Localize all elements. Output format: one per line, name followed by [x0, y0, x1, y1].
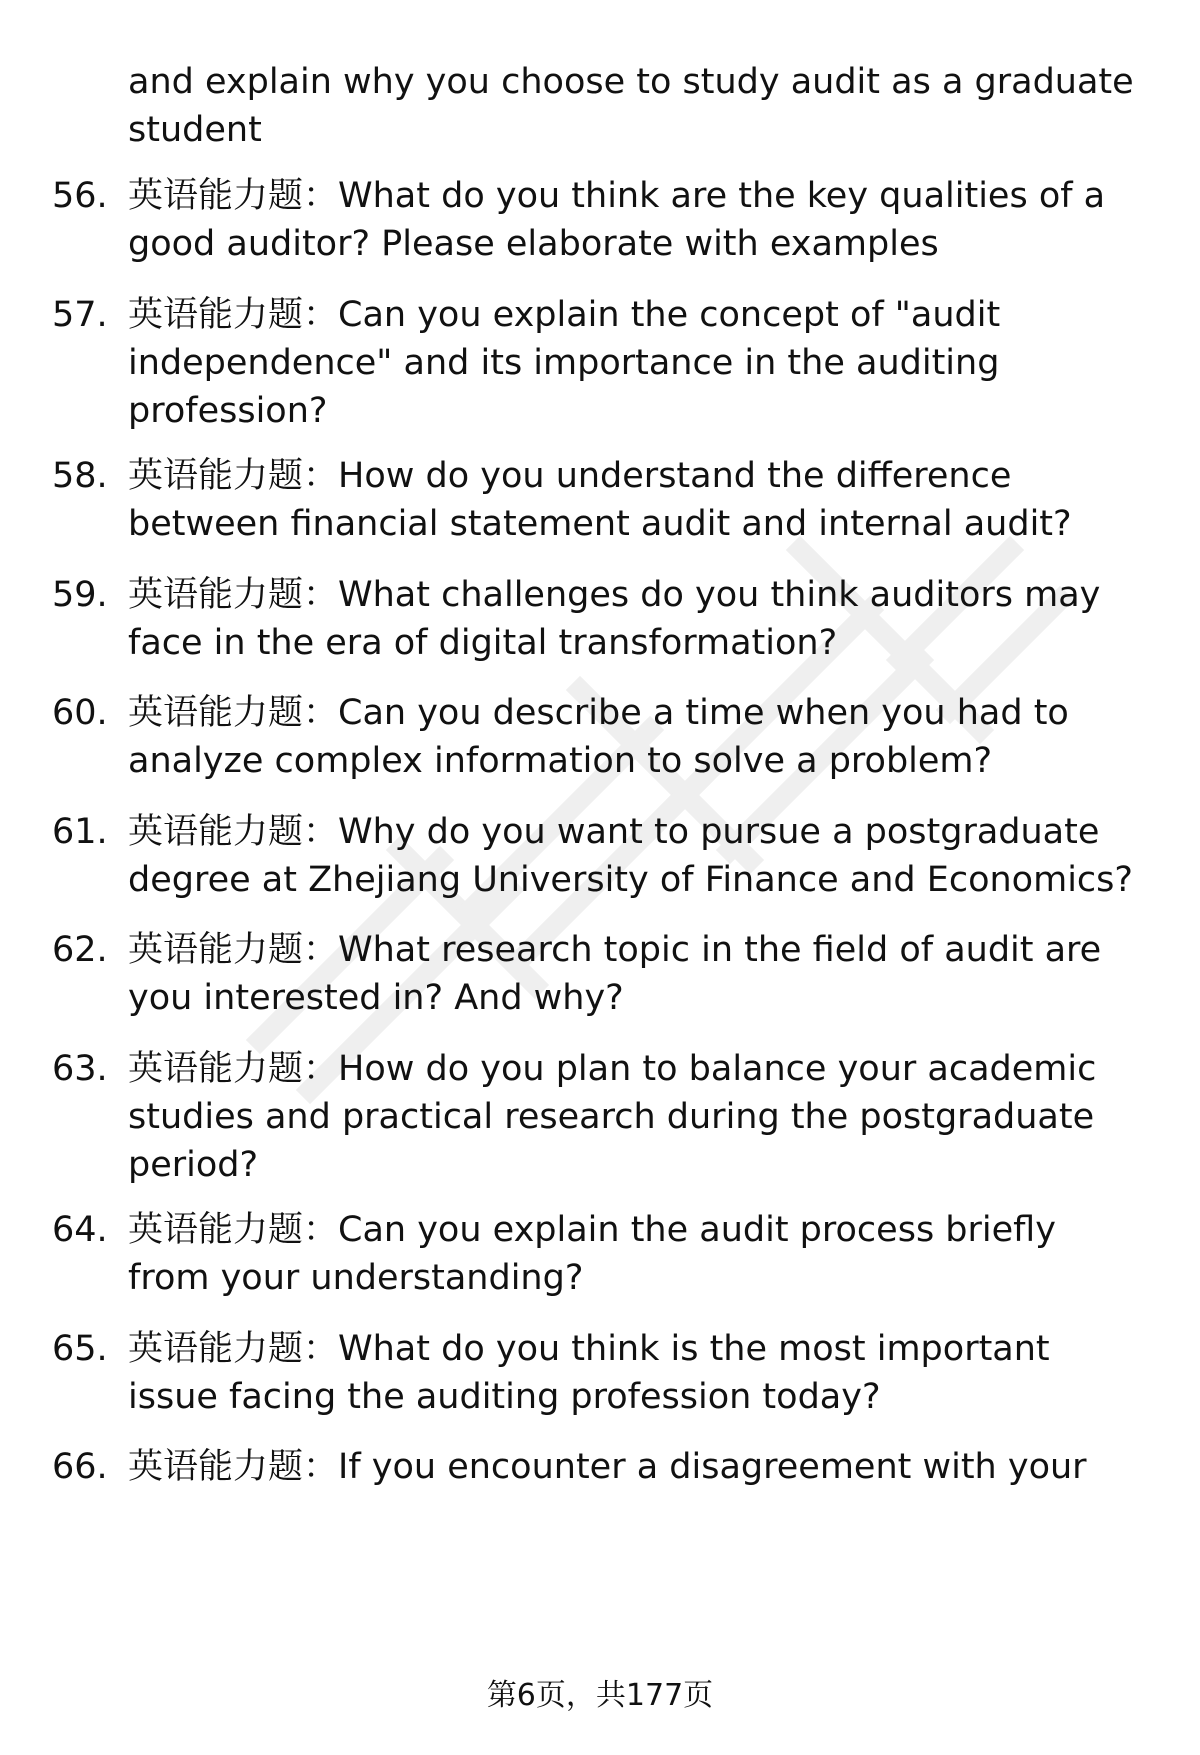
item-text: If you encounter a disagreement with your	[338, 1447, 1087, 1487]
item-label: 英语能力题：	[128, 176, 339, 216]
item-label: 英语能力题：	[128, 693, 339, 733]
item-label: 英语能力题：	[128, 1329, 339, 1369]
item-body	[128, 689, 1148, 785]
item-label: 英语能力题：	[128, 575, 339, 615]
item-number: 57.	[52, 295, 108, 335]
item-text: What do you think is the most important issue facing the auditing profession today?	[128, 1329, 1050, 1417]
item-text: Can you explain the concept of "audit independence" and its importance in the auditing profession?	[128, 295, 1001, 431]
item-text: What research topic in the field of audit are you interested in? And why?	[128, 930, 1102, 1018]
item-label: 英语能力题：	[128, 1049, 339, 1089]
item-number: 58.	[52, 456, 108, 496]
item-label: 英语能力题：	[128, 930, 339, 970]
item-body	[128, 1206, 1148, 1302]
item-text: How do you understand the difference between financial statement audit and internal audit?	[128, 456, 1072, 544]
item-number: 59.	[52, 575, 108, 615]
item-text: Can you describe a time when you had to analyze complex information to solve a problem?	[128, 693, 1069, 781]
item-body	[128, 452, 1148, 548]
item-text: How do you plan to balance your academic studies and practical research during the postgraduate period?	[128, 1049, 1097, 1185]
item-number: 63.	[52, 1049, 108, 1089]
item-text: What challenges do you think auditors may face in the era of digital transformation?	[128, 575, 1101, 663]
item-number: 64.	[52, 1210, 108, 1250]
page-footer: 第6页，共177页	[486, 1678, 714, 1713]
item-body	[128, 571, 1148, 667]
item-number: 56.	[52, 176, 108, 216]
item-label: 英语能力题：	[128, 812, 339, 852]
item-number: 62.	[52, 930, 108, 970]
previous-item-continuation: and explain why you choose to study audit as a graduate student	[128, 62, 1134, 150]
item-label: 英语能力题：	[128, 1447, 339, 1487]
item-text: Can you explain the audit process briefly from your understanding?	[128, 1210, 1056, 1298]
item-number: 61.	[52, 812, 108, 852]
item-body	[128, 172, 1148, 268]
item-number: 65.	[52, 1329, 108, 1369]
item-text: What do you think are the key qualities of a good auditor? Please elaborate with examples	[128, 176, 1106, 264]
item-number: 60.	[52, 693, 108, 733]
item-body	[128, 926, 1148, 1022]
item-label: 英语能力题：	[128, 456, 339, 496]
item-body	[128, 291, 1148, 435]
item-body	[128, 808, 1148, 904]
item-body	[128, 1325, 1148, 1421]
item-body	[128, 1045, 1148, 1189]
item-number: 66.	[52, 1447, 108, 1487]
item-body	[128, 1443, 1148, 1491]
item-text: Why do you want to pursue a postgraduate degree at Zhejiang University of Finance and Economics?	[128, 812, 1133, 900]
item-label: 英语能力题：	[128, 295, 339, 335]
item-label: 英语能力题：	[128, 1210, 339, 1250]
